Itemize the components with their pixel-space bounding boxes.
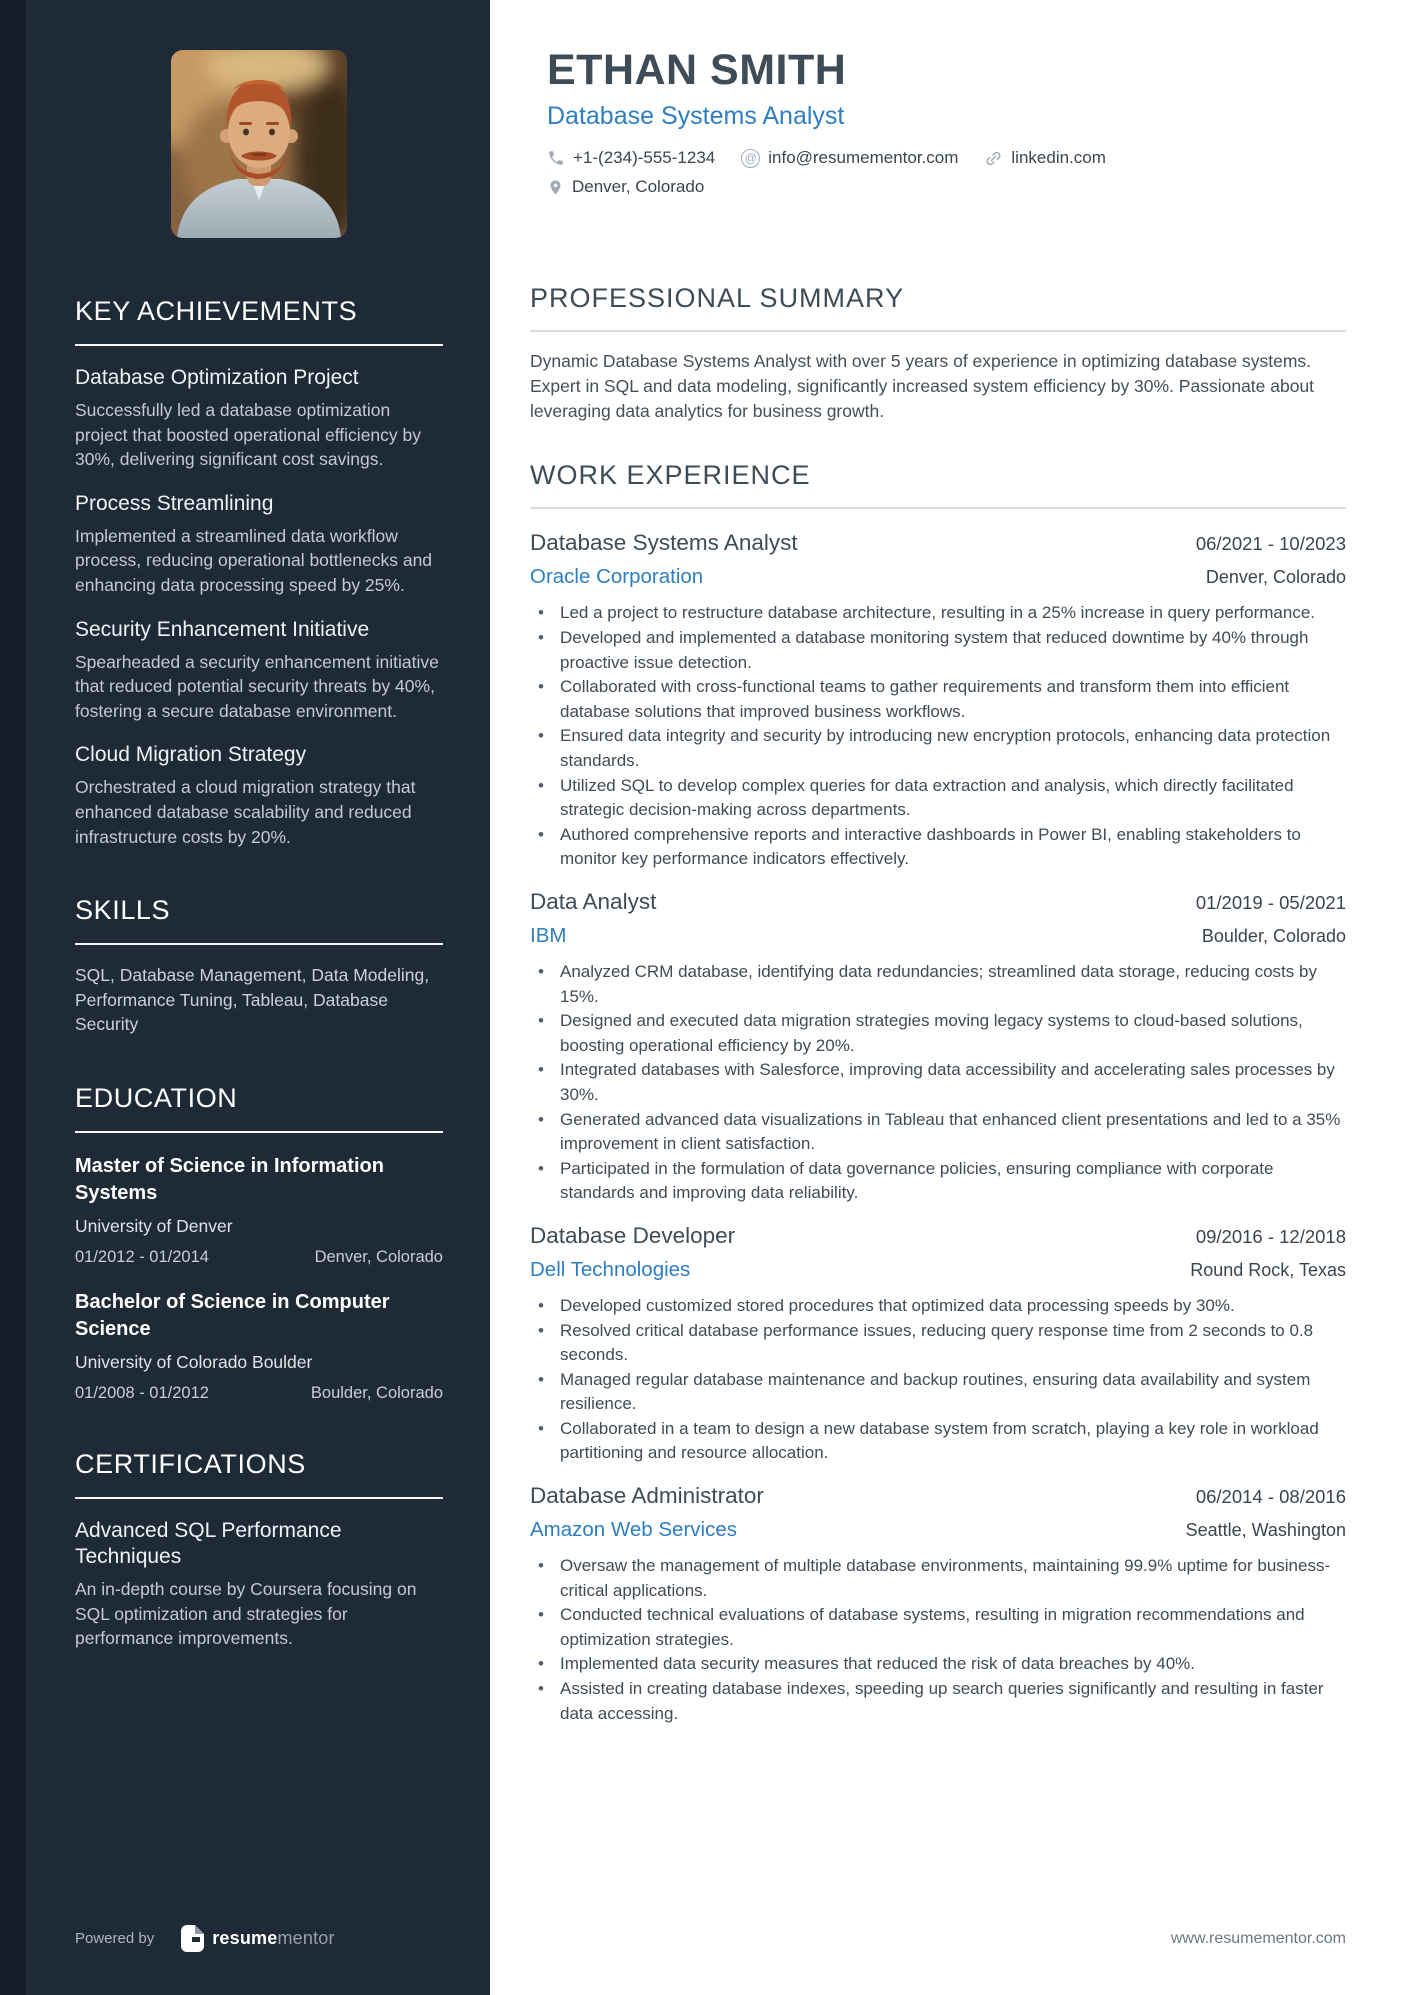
at-icon: @ [741, 149, 760, 168]
certification-item [75, 1518, 443, 1651]
bullet-item: • Designed and executed data migration strategies moving legacy systems to cloud-based solutions, boosting operational efficiency by 20%. [530, 1009, 1346, 1058]
education-dates: 01/2012 - 01/2014 [75, 1247, 209, 1266]
company-name[interactable]: Oracle Corporation [530, 565, 704, 589]
achievement-item [75, 491, 443, 598]
bullet-item: • Utilized SQL to develop complex queries for data extraction and analysis, which directly facilitated strategic decision-making across departments. [530, 774, 1346, 823]
company-name[interactable]: Amazon Web Services [530, 1518, 737, 1542]
job-bullets [530, 1554, 1346, 1726]
job-entry [530, 1483, 1346, 1726]
achievement-text: Successfully led a database optimization project that boosted operational efficiency by 30%, delivering significant cost savings. [75, 400, 422, 470]
degree-name: Master of Science in Information Systems [75, 1154, 384, 1204]
achievement-title: Process Streamlining [75, 491, 274, 515]
section-skills [75, 895, 443, 1037]
profile-photo [171, 50, 347, 238]
job-dates: 09/2016 - 12/2018 [1195, 1225, 1346, 1247]
contact-row [547, 148, 1346, 168]
certification-title: Advanced SQL Performance Techniques [75, 1518, 342, 1568]
location-text: Denver, Colorado [572, 177, 705, 197]
education-item [75, 1153, 443, 1267]
certification-text: An in-depth course by Coursera focusing on SQL optimization and strategies for performance improvements. [75, 1578, 417, 1649]
phone-contact[interactable] [547, 148, 715, 168]
phone-icon [547, 149, 565, 167]
job-bullets [530, 601, 1346, 872]
bullet-item: • Ensured data integrity and security by introducing new encryption protocols, enhancing data protection standards. [530, 724, 1346, 773]
job-title: Database Administrator [530, 1483, 764, 1509]
bullet-item: • Integrated databases with Salesforce, improving data accessibility and accelerating sales processes by 30%. [530, 1058, 1346, 1107]
brand-logo[interactable] [180, 1924, 334, 1953]
bullet-item: • Assisted in creating database indexes, speeding up search queries significantly and resulting in faster data accessing. [530, 1677, 1346, 1726]
education-item [75, 1289, 443, 1403]
education-location: Boulder, Colorado [310, 1383, 443, 1402]
summary-heading: PROFESSIONAL SUMMARY [530, 283, 1346, 332]
website-url: linkedin.com [1011, 148, 1106, 168]
bullet-item: • Collaborated in a team to design a new database system from scratch, playing a key role in workload partitioning and resource allocation. [530, 1417, 1346, 1466]
powered-by-label: Powered by [75, 1930, 155, 1947]
job-location: Denver, Colorado [1205, 567, 1346, 588]
job-dates: 06/2014 - 08/2016 [1195, 1486, 1346, 1508]
achievement-item [75, 742, 443, 849]
section-education [75, 1083, 443, 1403]
main-content [490, 0, 1410, 1995]
pin-icon [547, 179, 564, 196]
bullet-item: • Managed regular database maintenance and backup routines, ensuring data availability and system resilience. [530, 1368, 1346, 1417]
sidebar-footer [75, 1924, 443, 1953]
bullet-item: • Oversaw the management of multiple database environments, maintaining 99.9% uptime for business-critical applications. [530, 1554, 1346, 1603]
certifications-heading: CERTIFICATIONS [75, 1449, 443, 1499]
summary-text: Dynamic Database Systems Analyst with over 5 years of experience in optimizing database systems. Expert in SQL and data modeling, significantly increased system efficiency by 30%. Passionate about leveraging data analytics for business growth. [530, 351, 1315, 422]
job-entry [530, 1223, 1346, 1466]
section-experience [530, 460, 1346, 1726]
bullet-item: • Conducted technical evaluations of database systems, resulting in migration recommendations and optimization strategies. [530, 1603, 1346, 1652]
job-entry [530, 889, 1346, 1206]
section-key-achievements [75, 296, 443, 849]
email-contact[interactable] [741, 148, 958, 168]
achievement-item [75, 365, 443, 472]
achievement-item [75, 617, 443, 724]
website-contact[interactable] [984, 148, 1106, 168]
candidate-title: Database Systems Analyst [547, 102, 845, 131]
left-edge-strip [0, 0, 26, 1995]
job-title: Database Systems Analyst [530, 530, 798, 556]
bullet-item: • Analyzed CRM database, identifying data redundancies; streamlined data storage, reducing costs by 15%. [530, 960, 1346, 1009]
bullet-item: • Collaborated with cross-functional teams to gather requirements and transform them into efficient database solutions that improved business workflows. [530, 675, 1346, 724]
phone-number: +1-(234)-555-1234 [573, 148, 716, 168]
section-summary [530, 283, 1346, 424]
link-icon [984, 149, 1003, 168]
education-location: Denver, Colorado [314, 1247, 443, 1266]
achievement-title: Cloud Migration Strategy [75, 743, 307, 767]
job-dates: 06/2021 - 10/2023 [1195, 533, 1346, 555]
section-certifications [75, 1449, 443, 1651]
company-name[interactable]: IBM [530, 923, 567, 947]
school-name: University of Denver [75, 1215, 233, 1236]
experience-heading: WORK EXPERIENCE [530, 460, 1346, 509]
achievement-text: Implemented a streamlined data workflow process, reducing operational bottlenecks and enhancing data processing speed by 25%. [75, 525, 433, 595]
achievement-title: Security Enhancement Initiative [75, 617, 370, 641]
footer-site-url[interactable]: www.resumementor.com [1170, 1930, 1346, 1947]
job-title: Database Developer [530, 1222, 736, 1248]
education-heading: EDUCATION [75, 1083, 443, 1133]
location-contact [547, 177, 704, 197]
key-achievements-heading: KEY ACHIEVEMENTS [75, 296, 443, 346]
skills-list: SQL, Database Management, Data Modeling, Performance Tuning, Tableau, Database Security [75, 965, 430, 1035]
email-address: info@resumementor.com [768, 148, 959, 168]
job-location: Boulder, Colorado [1201, 925, 1346, 946]
bullet-item: • Developed and implemented a database monitoring system that reduced downtime by 40% through proactive issue detection. [530, 626, 1346, 675]
page-logo-icon [180, 1924, 205, 1953]
school-name: University of Colorado Boulder [75, 1351, 313, 1372]
achievement-text: Orchestrated a cloud migration strategy that enhanced database scalability and reduced infrastructure costs by 20%. [75, 777, 416, 847]
job-location: Round Rock, Texas [1190, 1259, 1346, 1280]
job-title: Data Analyst [530, 888, 657, 914]
job-entry [530, 530, 1346, 872]
bullet-item: • Resolved critical database performance issues, reducing query response time from 2 seconds to 0.8 seconds. [530, 1319, 1346, 1368]
brand-name: resumementor [212, 1928, 335, 1948]
candidate-name: ETHAN SMITH [547, 46, 847, 94]
bullet-item: • Developed customized stored procedures that optimized data processing speeds by 30%. [530, 1294, 1346, 1319]
education-dates: 01/2008 - 01/2012 [75, 1383, 209, 1402]
company-name[interactable]: Dell Technologies [530, 1257, 691, 1281]
resume-header [547, 46, 1346, 197]
bullet-item: • Authored comprehensive reports and interactive dashboards in Power BI, enabling stakeholders to monitor key performance indicators effectively. [530, 823, 1346, 872]
job-dates: 01/2019 - 05/2021 [1195, 891, 1346, 913]
job-bullets [530, 1294, 1346, 1466]
bullet-item: • Generated advanced data visualizations in Tableau that enhanced client presentations and led to a 35% improvement in client satisfaction. [530, 1108, 1346, 1157]
achievement-title: Database Optimization Project [75, 366, 359, 389]
bullet-item: • Led a project to restructure database architecture, resulting in a 25% increase in query performance. [530, 601, 1346, 626]
degree-name: Bachelor of Science in Computer Science [75, 1290, 390, 1340]
achievement-text: Spearheaded a security enhancement initiative that reduced potential security threats by 40%, fostering a secure database environment. [75, 651, 439, 721]
job-bullets [530, 960, 1346, 1206]
location-row [547, 177, 1346, 197]
bullet-item: • Participated in the formulation of data governance policies, ensuring compliance with corporate standards and improving data reliability. [530, 1157, 1346, 1206]
skills-heading: SKILLS [75, 895, 443, 945]
job-location: Seattle, Washington [1185, 1520, 1346, 1541]
sidebar [26, 0, 490, 1995]
bullet-item: • Implemented data security measures that reduced the risk of data breaches by 40%. [530, 1652, 1346, 1677]
